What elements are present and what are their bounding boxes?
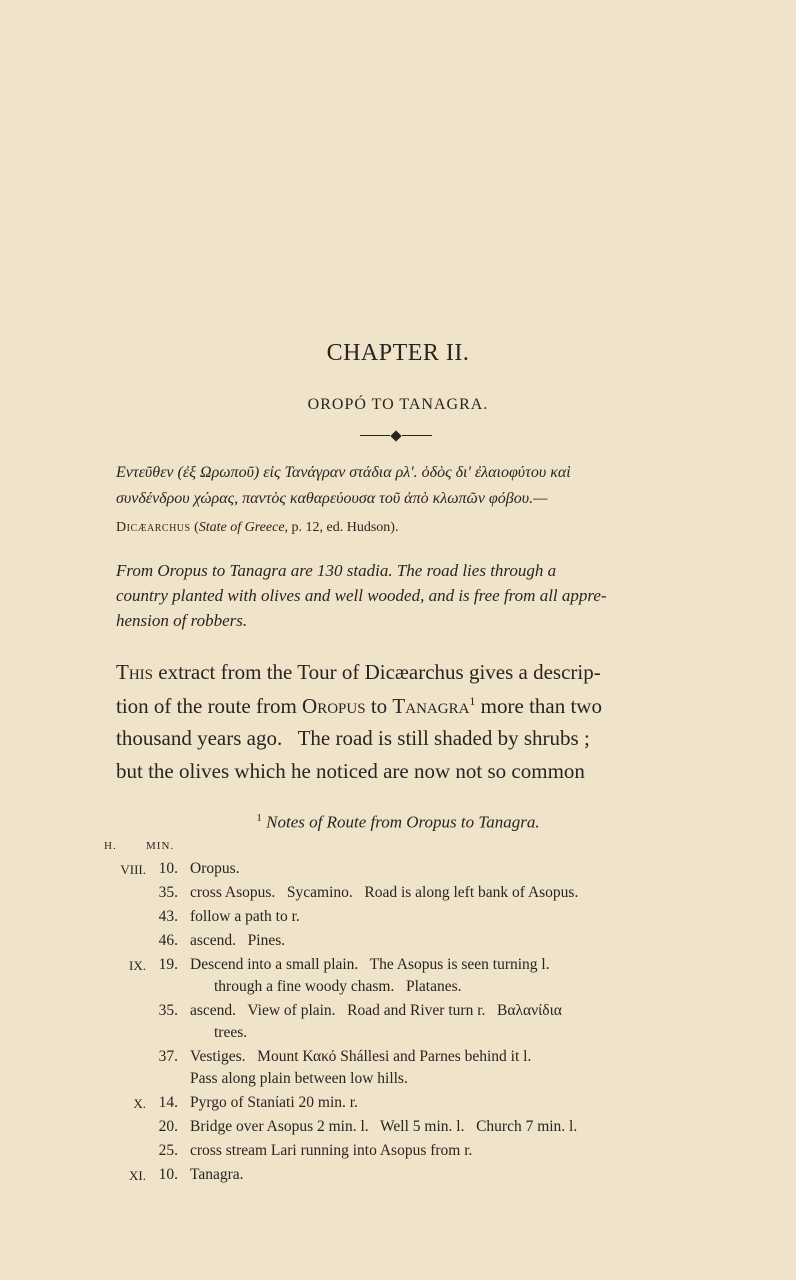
route-row <box>0 1094 796 1118</box>
footnote-title <box>0 812 796 833</box>
translation-line2: country planted with olives and well wooded, and is free from all appre- <box>116 586 607 605</box>
footnote-marker: 1 <box>256 812 262 824</box>
route-text: Descend into a small plain. The Asopus is seen turning l. <box>190 956 550 973</box>
route-text: follow a path to r. <box>190 908 300 925</box>
route-minute: 19. <box>158 956 178 973</box>
route-hour: IX. <box>129 958 146 973</box>
route-row <box>0 956 796 980</box>
route-hour: VIII. <box>120 862 146 877</box>
body-line1 <box>116 660 716 685</box>
route-row <box>0 932 796 956</box>
route-row <box>0 1166 796 1190</box>
route-text: cross Asopus. Sycamino. Road is along left bank of Asopus. <box>190 884 579 901</box>
epigraph-greek-line1: Εντεῦθεν (ἐξ Ωρωποῦ) εἰς Τανάγραν στάδια ρλ'. ὁδὸς δι' ἐλαιοφύτου καὶ <box>116 464 571 481</box>
epigraph-source <box>116 520 398 536</box>
route-minute: 37. <box>158 1048 178 1065</box>
route-row <box>0 1118 796 1142</box>
route-row <box>0 908 796 932</box>
route-row-continuation <box>0 1024 796 1048</box>
source-rest: , p. 12, ed. Hudson). <box>284 520 399 535</box>
route-minute: 46. <box>158 932 178 949</box>
route-minute: 35. <box>158 884 178 901</box>
route-minute: 10. <box>158 1166 178 1183</box>
chapter-subtitle: OROPÓ TO TANAGRA. <box>307 396 489 413</box>
body-line2 <box>116 694 716 719</box>
route-text: cross stream Lari running into Asopus from r. <box>190 1142 473 1159</box>
route-text: Oropus. <box>190 860 240 877</box>
col-header-h: H. <box>104 840 117 852</box>
route-hour: X. <box>133 1096 146 1111</box>
route-text: Tanagra. <box>190 1166 244 1183</box>
body-line2-c: more than two <box>475 694 602 718</box>
epigraph-greek-line2: συνδένδρου χώρας, παντὸς καθαρεύουσα τοῦ ἀπὸ κλωπῶν φόβου.— <box>116 490 548 507</box>
footnote-title-text: Notes of Route from Oropus to Tanagra. <box>266 812 540 832</box>
translation-line1: From Oropus to Tanagra are 130 stadia. The road lies through a <box>116 561 557 580</box>
place-tanagra: Tanagra <box>392 694 470 718</box>
route-row-continuation <box>0 978 796 1002</box>
route-text: ascend. Pines. <box>190 932 286 949</box>
route-minute: 10. <box>158 860 178 877</box>
route-row <box>0 884 796 908</box>
body-line4: but the olives which he noticed are now not so common <box>116 759 585 783</box>
route-row <box>0 1048 796 1072</box>
body-line1-text: extract from the Tour of Dicæarchus gives a descrip- <box>153 660 601 684</box>
chapter-heading: CHAPTER II. <box>326 340 470 366</box>
route-row <box>0 1142 796 1166</box>
route-minute: 35. <box>158 1002 178 1019</box>
route-row <box>0 1002 796 1026</box>
ornament-divider <box>360 430 432 442</box>
body-line2-b: to <box>365 694 393 718</box>
route-minute: 14. <box>158 1094 178 1111</box>
source-author: Dicæarchus <box>116 520 191 535</box>
source-work: State of Greece <box>198 520 285 535</box>
route-minute: 25. <box>158 1142 178 1159</box>
route-row-continuation <box>0 1070 796 1094</box>
col-header-min: MIN. <box>146 840 175 852</box>
body-line2-a: tion of the route from <box>116 694 303 718</box>
diamond-icon <box>390 430 401 441</box>
route-text-continuation: Pass along plain between low hills. <box>190 1070 408 1087</box>
body-line3: thousand years ago. The road is still shaded by shrubs ; <box>116 726 590 750</box>
route-text-continuation: through a fine woody chasm. Platanes. <box>214 978 462 995</box>
route-hour: XI. <box>129 1168 146 1183</box>
source-open: ( <box>194 520 199 535</box>
footnote-ref[interactable]: 1 <box>469 694 476 708</box>
route-row <box>0 860 796 884</box>
route-text: Pyrgo of Stanίati 20 min. r. <box>190 1094 358 1111</box>
route-text: ascend. View of plain. Road and River turn r. Βαλανίδια <box>190 1002 562 1019</box>
route-minute: 43. <box>158 908 178 925</box>
translation-line3: hension of robbers. <box>116 611 248 630</box>
drop-word: This <box>116 660 153 684</box>
route-text: Bridge over Asopus 2 min. l. Well 5 min. l. Church 7 min. l. <box>190 1118 578 1135</box>
place-oropus: Oropus <box>302 694 366 718</box>
route-minute: 20. <box>158 1118 178 1135</box>
route-text-continuation: trees. <box>214 1024 248 1041</box>
route-text: Vestiges. Mount Κακό Shállesi and Parnes behind it l. <box>190 1048 532 1065</box>
